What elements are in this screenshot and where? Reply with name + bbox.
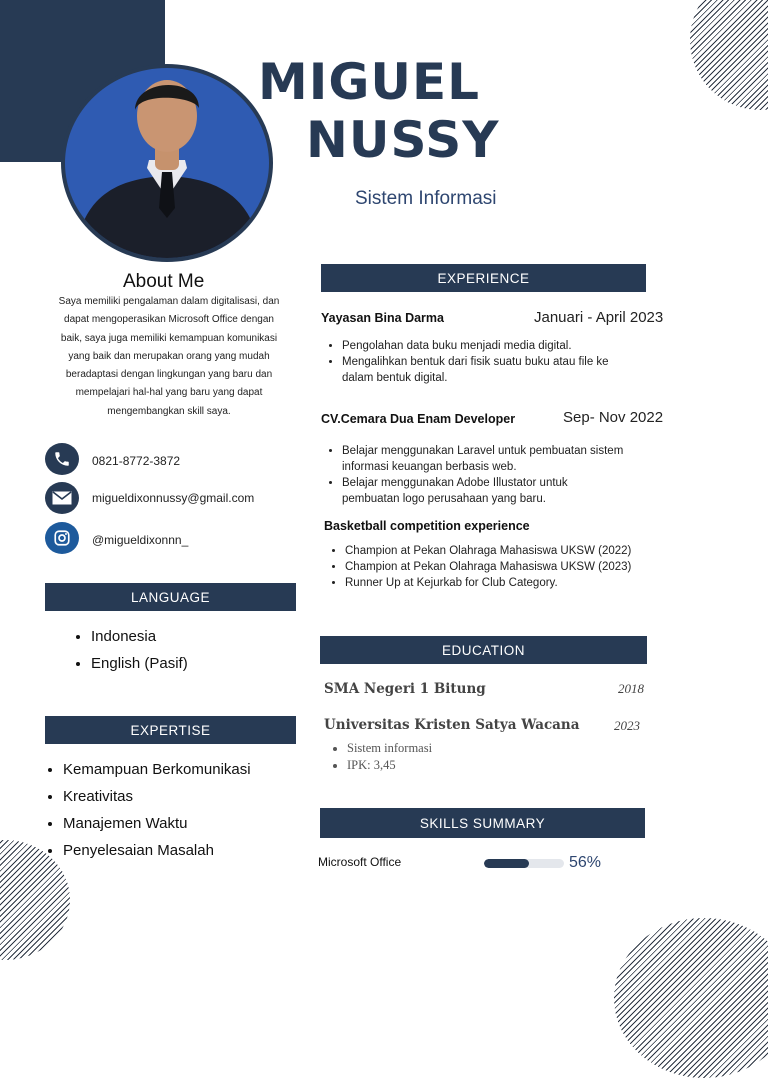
list-item: • Sistem informasi: [347, 740, 432, 757]
expertise-header: EXPERTISE: [45, 716, 296, 744]
phone-number: 0821-8772-3872: [92, 454, 181, 468]
email-address: migueldixonnussy@gmail.com: [92, 491, 255, 505]
experience-header: EXPERIENCE: [321, 264, 646, 292]
last-name: NUSSY: [306, 111, 500, 169]
language-header: LANGUAGE: [45, 583, 296, 611]
person-silhouette: [65, 68, 269, 258]
list-item: • Runner Up at Kejurkab for Club Category.: [345, 575, 725, 591]
education-year: 2023: [614, 718, 640, 733]
experience-bullets: [324, 443, 712, 507]
experience-period: Januari - April 2023: [534, 309, 664, 326]
phone-icon: [45, 443, 79, 475]
language-list: [73, 623, 188, 677]
list-item: • Pengolahan data buku menjadi media digital.: [342, 338, 702, 354]
list-item: • Kemampuan Berkomunikasi: [63, 756, 251, 783]
list-item: • Indonesia: [91, 623, 188, 650]
list-item: • English (Pasif): [91, 650, 188, 677]
list-item: • IPK: 3,45: [347, 757, 432, 774]
education-year: 2018: [618, 681, 644, 696]
education-school: SMA Negeri 1 Bitung: [324, 681, 486, 697]
skill-percent: 56%: [569, 854, 602, 871]
about-text: Saya memiliki pengalaman dalam digitalisasi, dan dapat mengoperasikan Microsoft Office dengan baik, saya juga memiliki kemampuan komunikasi yang baik dan merupakan orang yang mudah beradaptasi dengan lingkungan yang baru dan mempelajari hal-hal yang baru yang dapat mengembangkan skill saya.: [58, 296, 280, 417]
basketball-title: Basketball competition experience: [324, 519, 530, 533]
experience-bullets: [324, 338, 702, 386]
hatched-circle-top-right: [690, 0, 768, 110]
basketball-list: [327, 543, 725, 591]
skill-progress-fill: [484, 859, 529, 868]
list-item: • Penyelesaian Masalah: [63, 837, 251, 864]
list-item: • Mengalihkan bentuk dari fisik suatu buku atau file ke dalam bentuk digital.: [342, 354, 702, 386]
instagram-handle: @migueldixonnn_: [92, 533, 189, 547]
expertise-list: [45, 756, 251, 864]
job-title: Sistem Informasi: [355, 188, 497, 209]
list-item: • Belajar menggunakan Laravel untuk pembuatan sistem informasi keuangan berbasis web.: [342, 443, 712, 475]
envelope-icon: [45, 482, 79, 514]
profile-photo: [61, 64, 273, 262]
experience-period: Sep- Nov 2022: [563, 409, 664, 426]
experience-org: Yayasan Bina Darma: [321, 311, 444, 325]
hatched-circle-bottom-right: [614, 918, 768, 1078]
experience-org: CV.Cemara Dua Enam Developer: [321, 412, 516, 426]
education-header: EDUCATION: [320, 636, 647, 664]
education-school: Universitas Kristen Satya Wacana: [324, 717, 580, 733]
skills-header: SKILLS SUMMARY: [320, 808, 645, 838]
list-item: • Manajemen Waktu: [63, 810, 251, 837]
instagram-icon: [45, 522, 79, 554]
about-title: About Me: [123, 271, 205, 292]
first-name: MIGUEL: [258, 53, 481, 111]
education-details: [329, 740, 432, 774]
skill-progress-bar: [484, 859, 564, 868]
list-item: • Champion at Pekan Olahraga Mahasiswa UKSW (2022): [345, 543, 725, 559]
skill-name: Microsoft Office: [318, 855, 402, 869]
list-item: • Kreativitas: [63, 783, 251, 810]
list-item: • Belajar menggunakan Adobe Illustator untuk pembuatan logo perusahaan yang baru.: [342, 475, 712, 507]
list-item: • Champion at Pekan Olahraga Mahasiswa UKSW (2023): [345, 559, 725, 575]
